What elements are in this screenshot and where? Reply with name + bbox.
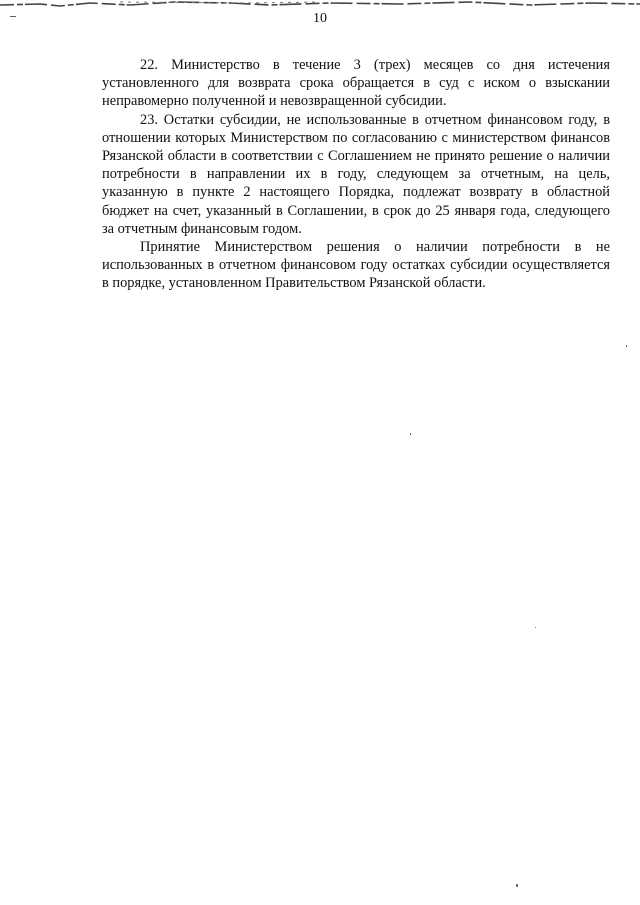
paragraph-22: 22. Министерство в течение 3 (трех) месяцев со дня истечения установленного для возврата срока обращается в суд с иском о взыскании неправомерно полученной и невозвращенной субсидии. <box>102 57 610 110</box>
paragraph-decision: Принятие Министерством решения о наличии потребности в не использованных в отчетном финансовом году остатках субсидии осуществляется в порядке, установленном Правительством Рязанской области. <box>102 239 610 292</box>
document-body <box>102 56 610 293</box>
page-number: 10 <box>313 11 327 26</box>
scan-speck <box>410 433 411 435</box>
paragraph-23: 23. Остатки субсидии, не использованные в отчетном финансовом году, в отношении которых Министерством по согласованию с министерством финансов Рязанской области в соответствии с Соглашением не принято решение о наличии потребности в направлении их в году, следующем за отчетным, на цель, указанную в пункте 2 настоящего Порядка, подлежат возврату в областной бюджет на счет, указанный в Соглашении, в срок до 25 января года, следующего за отчетным финансовым годом. <box>102 111 610 237</box>
scan-edge-artifact <box>0 0 640 10</box>
scan-speck <box>626 345 627 347</box>
scan-speck <box>535 627 536 628</box>
scan-speck <box>10 16 16 17</box>
scan-speck <box>516 884 518 887</box>
